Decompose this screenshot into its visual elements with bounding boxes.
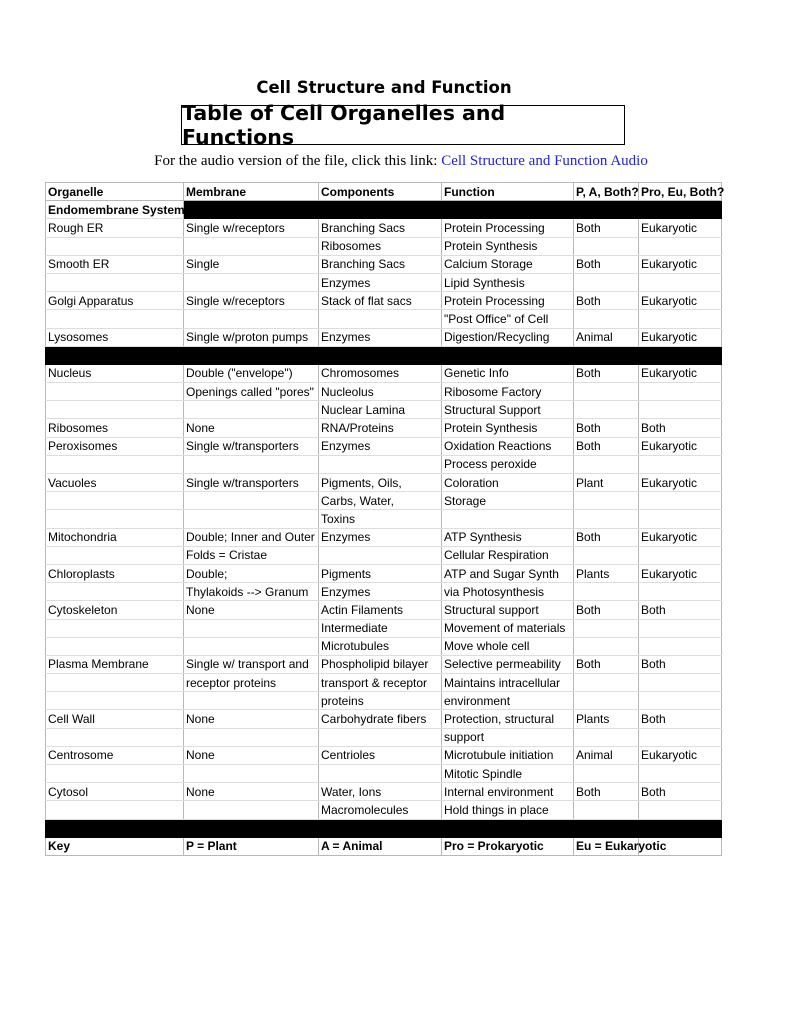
cell-organelle: [46, 619, 184, 637]
cell-organelle: Peroxisomes: [46, 437, 184, 455]
cell-plant-animal: [574, 273, 639, 291]
table-title-box: [181, 101, 625, 149]
cell-function: Oxidation Reactions: [442, 437, 574, 455]
cell-pro-eu: Eukaryotic: [639, 328, 722, 346]
cell-plant-animal: Animal: [574, 746, 639, 764]
black-bar: [46, 346, 722, 364]
cell-pro-eu: Eukaryotic: [639, 255, 722, 273]
cell-function: [442, 510, 574, 528]
cell-membrane: Double ("envelope"): [184, 364, 319, 382]
cell-organelle: [46, 674, 184, 692]
cell-pro-eu: Eukaryotic: [639, 437, 722, 455]
cell-components: Carbohydrate fibers: [319, 710, 442, 728]
cell-plant-animal: Both: [574, 437, 639, 455]
cell-organelle: [46, 455, 184, 473]
cell-membrane: Thylakoids --> Granum: [184, 583, 319, 601]
cell-function: Lipid Synthesis: [442, 273, 574, 291]
cell-organelle: Lysosomes: [46, 328, 184, 346]
cell-membrane: Single w/proton pumps: [184, 328, 319, 346]
cell-membrane: [184, 401, 319, 419]
table-row-peroxisomes: [46, 455, 722, 473]
table-row-chloroplasts: [46, 583, 722, 601]
cell-plant-animal: [574, 637, 639, 655]
cell-membrane: Single w/transporters: [184, 437, 319, 455]
cell-plant-animal: [574, 383, 639, 401]
table-body: [46, 183, 725, 856]
cell-membrane: None: [184, 419, 319, 437]
cell-plant-animal: Plants: [574, 710, 639, 728]
cell-organelle: [46, 728, 184, 746]
table-row-nucleus: [46, 383, 722, 401]
table-row-plasma-membrane: [46, 655, 722, 673]
cell-organelle: Cell Wall: [46, 710, 184, 728]
cell-pro-eu: [639, 455, 722, 473]
cell-components: Macromolecules: [319, 801, 442, 819]
cell-organelle: [46, 637, 184, 655]
table-row-cytosol: [46, 801, 722, 819]
cell-components: [319, 728, 442, 746]
cell-organelle: Nucleus: [46, 364, 184, 382]
cell-components: A = Animal: [319, 837, 442, 855]
cell-components: Toxins: [319, 510, 442, 528]
cell-components: Branching Sacs: [319, 219, 442, 237]
cell-organelle: Smooth ER: [46, 255, 184, 273]
cell-plant-animal: Both: [574, 364, 639, 382]
cell-membrane: Folds = Cristae: [184, 546, 319, 564]
cell-pro-eu: Both: [639, 419, 722, 437]
black-bar-bottom: [46, 819, 722, 837]
cell-plant-animal: Both: [574, 219, 639, 237]
cell-components: Components: [319, 183, 442, 201]
cell-organelle: Ribosomes: [46, 419, 184, 437]
cell-plant-animal: Both: [574, 655, 639, 673]
table-row-plasma-membrane: [46, 674, 722, 692]
cell-function: Structural Support: [442, 401, 574, 419]
cell-pro-eu: Eukaryotic: [639, 364, 722, 382]
cell-function: Function: [442, 183, 574, 201]
cell-pro-eu: [639, 765, 722, 783]
cell-components: [319, 455, 442, 473]
cell-function: Pro = Prokaryotic: [442, 837, 574, 855]
cell-function: Internal environment: [442, 783, 574, 801]
cell-function: Protein Processing: [442, 292, 574, 310]
cell-plant-animal: Eu = Eukaryotic: [574, 837, 639, 855]
cell-function: Move whole cell: [442, 637, 574, 655]
cell-pro-eu: [639, 728, 722, 746]
cell-components: [319, 310, 442, 328]
cell-membrane: [184, 765, 319, 783]
cell-membrane: Openings called "pores": [184, 383, 319, 401]
audio-prefix: For the audio version of the file, click this link:: [154, 153, 438, 169]
cell-function: Mitotic Spindle: [442, 765, 574, 783]
cell-function: Movement of materials: [442, 619, 574, 637]
cell-components: Pigments: [319, 564, 442, 582]
cell-membrane: Single: [184, 255, 319, 273]
table-row-chloroplasts: [46, 564, 722, 582]
cell-pro-eu: [639, 674, 722, 692]
cell-membrane: [184, 692, 319, 710]
audio-link[interactable]: Cell Structure and Function Audio: [441, 153, 648, 169]
table-row-smooth-er: [46, 255, 722, 273]
section-black-bar: [184, 201, 722, 219]
cell-pro-eu: Eukaryotic: [639, 474, 722, 492]
table-row-mitochondria: [46, 528, 722, 546]
cell-components: Enzymes: [319, 528, 442, 546]
cell-components: Pigments, Oils,: [319, 474, 442, 492]
cell-function: Process peroxide: [442, 455, 574, 473]
cell-plant-animal: P, A, Both?: [574, 183, 639, 201]
cell-plant-animal: [574, 310, 639, 328]
cell-organelle: Organelle: [46, 183, 184, 201]
black-divider: [46, 346, 722, 364]
cell-function: Hold things in place: [442, 801, 574, 819]
cell-components: [319, 765, 442, 783]
cell-membrane: [184, 728, 319, 746]
cell-pro-eu: [639, 310, 722, 328]
cell-membrane: None: [184, 746, 319, 764]
cell-membrane: [184, 637, 319, 655]
cell-function: Storage: [442, 492, 574, 510]
cell-plant-animal: Both: [574, 419, 639, 437]
table-row-cytoskeleton: [46, 601, 722, 619]
cell-components: Actin Filaments: [319, 601, 442, 619]
table-header-row: [46, 183, 722, 201]
cell-pro-eu: [639, 801, 722, 819]
cell-plant-animal: Animal: [574, 328, 639, 346]
cell-pro-eu: Eukaryotic: [639, 746, 722, 764]
cell-components: Nuclear Lamina: [319, 401, 442, 419]
cell-plant-animal: [574, 401, 639, 419]
table-row-cytoskeleton: [46, 637, 722, 655]
cell-components: Branching Sacs: [319, 255, 442, 273]
table-row-cell-wall: [46, 710, 722, 728]
cell-membrane: [184, 273, 319, 291]
cell-membrane: [184, 455, 319, 473]
cell-membrane: Double;: [184, 564, 319, 582]
cell-membrane: Membrane: [184, 183, 319, 201]
section-label: Endomembrane System: [46, 201, 184, 219]
table-row-plasma-membrane: [46, 692, 722, 710]
cell-organelle: [46, 273, 184, 291]
cell-organelle: [46, 801, 184, 819]
cell-organelle: [46, 510, 184, 528]
cell-membrane: [184, 237, 319, 255]
cell-pro-eu: [639, 619, 722, 637]
section-row-endomembrane: [46, 201, 722, 219]
cell-organelle: [46, 492, 184, 510]
table-row-vacuoles: [46, 510, 722, 528]
cell-plant-animal: Both: [574, 601, 639, 619]
table-row-mitochondria: [46, 546, 722, 564]
cell-organelle: Golgi Apparatus: [46, 292, 184, 310]
cell-pro-eu: [639, 583, 722, 601]
table-row-smooth-er: [46, 273, 722, 291]
cell-function: support: [442, 728, 574, 746]
cell-pro-eu: [639, 383, 722, 401]
cell-components: Centrioles: [319, 746, 442, 764]
cell-pro-eu: [639, 273, 722, 291]
cell-organelle: Plasma Membrane: [46, 655, 184, 673]
cell-pro-eu: [639, 237, 722, 255]
cell-plant-animal: Plants: [574, 564, 639, 582]
cell-organelle: [46, 765, 184, 783]
cell-membrane: [184, 801, 319, 819]
cell-organelle: Rough ER: [46, 219, 184, 237]
cell-membrane: P = Plant: [184, 837, 319, 855]
cell-function: Ribosome Factory: [442, 383, 574, 401]
cell-plant-animal: [574, 546, 639, 564]
table-row-vacuoles: [46, 492, 722, 510]
cell-plant-animal: Plant: [574, 474, 639, 492]
cell-function: Protection, structural: [442, 710, 574, 728]
cell-components: Microtubules: [319, 637, 442, 655]
cell-plant-animal: [574, 692, 639, 710]
cell-plant-animal: [574, 510, 639, 528]
cell-organelle: [46, 401, 184, 419]
cell-plant-animal: [574, 583, 639, 601]
cell-membrane: [184, 510, 319, 528]
black-divider: [46, 819, 722, 837]
cell-function: Selective permeability: [442, 655, 574, 673]
cell-function: ATP Synthesis: [442, 528, 574, 546]
cell-membrane: Single w/receptors: [184, 219, 319, 237]
cell-organelle: [46, 692, 184, 710]
cell-membrane: None: [184, 783, 319, 801]
cell-organelle: Vacuoles: [46, 474, 184, 492]
cell-components: Nucleolus: [319, 383, 442, 401]
cell-components: Enzymes: [319, 328, 442, 346]
cell-plant-animal: [574, 492, 639, 510]
cell-function: Calcium Storage: [442, 255, 574, 273]
key-row: [46, 837, 722, 855]
cell-pro-eu: Eukaryotic: [639, 528, 722, 546]
audio-line: [0, 153, 802, 170]
cell-function: "Post Office" of Cell: [442, 310, 574, 328]
cell-organelle: Centrosome: [46, 746, 184, 764]
cell-components: Phospholipid bilayer: [319, 655, 442, 673]
table-row-golgi: [46, 310, 722, 328]
cell-organelle: Mitochondria: [46, 528, 184, 546]
cell-membrane: None: [184, 601, 319, 619]
table-row-centrosome: [46, 765, 722, 783]
table-row-lysosomes: [46, 328, 722, 346]
cell-plant-animal: Both: [574, 783, 639, 801]
cell-components: [319, 546, 442, 564]
cell-plant-animal: Both: [574, 292, 639, 310]
table-row-rough-er: [46, 237, 722, 255]
cell-organelle: Cytosol: [46, 783, 184, 801]
cell-membrane: Single w/ transport and: [184, 655, 319, 673]
cell-organelle: Chloroplasts: [46, 564, 184, 582]
cell-function: Digestion/Recycling: [442, 328, 574, 346]
cell-organelle: Key: [46, 837, 184, 855]
table-row-vacuoles: [46, 474, 722, 492]
cell-function: Coloration: [442, 474, 574, 492]
cell-plant-animal: [574, 801, 639, 819]
cell-membrane: receptor proteins: [184, 674, 319, 692]
cell-membrane: Single w/transporters: [184, 474, 319, 492]
cell-membrane: [184, 310, 319, 328]
table-row-nucleus: [46, 401, 722, 419]
table-title: Table of Cell Organelles and Functions: [182, 101, 506, 149]
cell-function: Genetic Info: [442, 364, 574, 382]
cell-components: RNA/Proteins: [319, 419, 442, 437]
cell-components: Ribosomes: [319, 237, 442, 255]
cell-components: Enzymes: [319, 583, 442, 601]
cell-components: Stack of flat sacs: [319, 292, 442, 310]
cell-membrane: Double; Inner and Outer: [184, 528, 319, 546]
cell-organelle: [46, 583, 184, 601]
cell-pro-eu: [639, 637, 722, 655]
table-row-rough-er: [46, 219, 722, 237]
cell-organelle: [46, 310, 184, 328]
cell-plant-animal: [574, 728, 639, 746]
cell-pro-eu: Both: [639, 783, 722, 801]
table-row-peroxisomes: [46, 437, 722, 455]
cell-function: Maintains intracellular: [442, 674, 574, 692]
cell-membrane: [184, 619, 319, 637]
cell-organelle: [46, 383, 184, 401]
cell-components: Enzymes: [319, 437, 442, 455]
cell-function: Microtubule initiation: [442, 746, 574, 764]
cell-function: Protein Synthesis: [442, 237, 574, 255]
cell-pro-eu: Eukaryotic: [639, 292, 722, 310]
cell-pro-eu: [639, 492, 722, 510]
cell-components: Chromosomes: [319, 364, 442, 382]
table-row-nucleus: [46, 364, 722, 382]
cell-membrane: Single w/receptors: [184, 292, 319, 310]
cell-components: Intermediate: [319, 619, 442, 637]
cell-organelle: Cytoskeleton: [46, 601, 184, 619]
cell-pro-eu: [639, 546, 722, 564]
organelle-table: [45, 182, 725, 856]
table-row-centrosome: [46, 746, 722, 764]
cell-pro-eu: Pro, Eu, Both?: [639, 183, 722, 201]
cell-pro-eu: Both: [639, 601, 722, 619]
table-row-golgi: [46, 292, 722, 310]
cell-pro-eu: Eukaryotic: [639, 219, 722, 237]
cell-pro-eu: [639, 401, 722, 419]
cell-plant-animal: Both: [574, 528, 639, 546]
cell-components: proteins: [319, 692, 442, 710]
cell-function: Cellular Respiration: [442, 546, 574, 564]
cell-membrane: None: [184, 710, 319, 728]
cell-components: transport & receptor: [319, 674, 442, 692]
cell-plant-animal: [574, 765, 639, 783]
table-row-cell-wall: [46, 728, 722, 746]
cell-components: Carbs, Water,: [319, 492, 442, 510]
cell-plant-animal: [574, 674, 639, 692]
document-title: Cell Structure and Function: [256, 78, 512, 97]
cell-pro-eu: Eukaryotic: [639, 564, 722, 582]
cell-organelle: [46, 546, 184, 564]
cell-pro-eu: Both: [639, 655, 722, 673]
cell-pro-eu: [639, 510, 722, 528]
cell-function: Protein Synthesis: [442, 419, 574, 437]
cell-function: Protein Processing: [442, 219, 574, 237]
cell-pro-eu: [639, 692, 722, 710]
cell-pro-eu: Both: [639, 710, 722, 728]
cell-plant-animal: [574, 237, 639, 255]
cell-function: Structural support: [442, 601, 574, 619]
table-row-ribosomes: [46, 419, 722, 437]
table-row-cytosol: [46, 783, 722, 801]
cell-organelle: [46, 237, 184, 255]
cell-components: Enzymes: [319, 273, 442, 291]
cell-plant-animal: Both: [574, 255, 639, 273]
cell-function: via Photosynthesis: [442, 583, 574, 601]
cell-plant-animal: [574, 455, 639, 473]
cell-function: environment: [442, 692, 574, 710]
cell-plant-animal: [574, 619, 639, 637]
cell-function: ATP and Sugar Synth: [442, 564, 574, 582]
cell-membrane: [184, 492, 319, 510]
table-row-cytoskeleton: [46, 619, 722, 637]
cell-components: Water, Ions: [319, 783, 442, 801]
